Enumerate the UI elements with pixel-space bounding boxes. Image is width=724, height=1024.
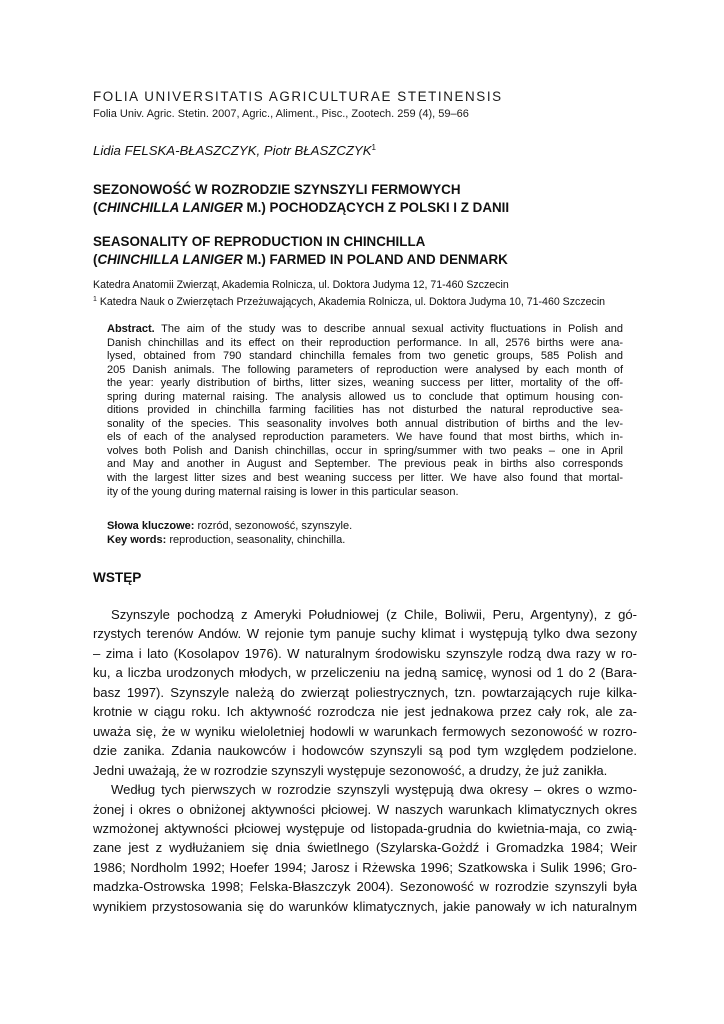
body-line: zane jest z wydłużaniem się dnia świetlnego (Szylarska-Gożdź i Gromadzka 1984; Weir <box>93 840 637 856</box>
abstract-line: sonality of the species. This seasonality involves both annual distribution of births and the lev- <box>107 417 623 430</box>
body-line: dzie zanika. Zdania naukowców i hodowców szynszyli są pod tym względem podzielone. <box>93 743 637 759</box>
keywords-polish-label: Słowa kluczowe: <box>107 520 195 532</box>
keywords-english-label: Key words: <box>107 533 167 546</box>
section-heading: WSTĘP <box>93 570 142 585</box>
author-affiliation-marker: 1 <box>371 143 376 152</box>
keywords <box>107 520 623 547</box>
body-line: rzystych terenów Andów. W rejonie tym panuje suchy klimat i występują tylko dwa sezony <box>93 626 637 642</box>
title-english-line-1: SEASONALITY OF REPRODUCTION IN CHINCHILLA <box>93 234 426 249</box>
body-line: madzka-Ostrowska 1998; Felska-Błaszczyk 2004). Sezonowość w rozrodzie szynszyli była <box>93 879 637 895</box>
abstract-line: the year: yearly distribution of births, litter sizes, weaning success per litter, mortality of the off- <box>107 377 623 390</box>
abstract-label: Abstract. <box>107 323 155 335</box>
journal-title: FOLIA UNIVERSITATIS AGRICULTURAE STETINENSIS <box>93 89 503 104</box>
abstract-line: spring during maternal raising. The analysis allowed us to conclude that optimum housing con- <box>107 390 623 403</box>
body-line: Według tych pierwszych w rozrodzie szynszyli występują dwa okresy – okres o wzmo- <box>111 782 637 798</box>
body-line: żonej i okres o obniżonej aktywności płciowej. W naszych warunkach klimatycznych okres <box>93 801 637 817</box>
title-polish-rest: M.) POCHODZĄCYCH Z POLSKI I Z DANII <box>242 200 510 215</box>
affiliation-2-marker: 1 <box>93 295 97 303</box>
body-line: – zima i lato (Kosolapov 1976). W naturalnym środowisku szynszyle rodzą dwa razy w ro- <box>93 645 637 661</box>
body-line: Szynszyle pochodzą z Ameryki Południowej (z Chile, Boliwii, Peru, Argentyny), z gó- <box>111 607 637 622</box>
affiliation-2-text: Katedra Nauk o Zwierzętach Przeżuwających, Akademia Rolnicza, ul. Doktora Judyma 10, 71-460 Szczecin <box>96 295 606 308</box>
abstract-line: els of each of the analysed reproduction parameters. We have found that most births, which in- <box>107 431 623 444</box>
affiliation-2 <box>93 293 653 310</box>
title-polish-species: CHINCHILLA LANIGER <box>97 200 243 215</box>
body-line: Jedni uważają, że w rozrodzie szynszyli występuje sezonowość, a drudzy, że już zanikła. <box>93 762 608 778</box>
title-english-paren: ( <box>93 252 98 267</box>
abstract-line: lysed, obtained from 790 standard chinchilla females from two genetic groups, 585 Polish and <box>107 350 623 363</box>
body-line: 1986; Nordholm 1992; Hoefer 1994; Jarosz i Rżewska 1996; Szatkowska i Sulik 1996; Gro- <box>93 859 637 875</box>
affiliation-1: Katedra Anatomii Zwierząt, Akademia Rolnicza, ul. Doktora Judyma 12, 71-460 Szczecin <box>93 279 509 291</box>
title-polish-paren: ( <box>93 200 98 215</box>
abstract-line <box>107 323 623 337</box>
title-english-line-2 <box>93 251 653 269</box>
body-line: ku, a liczba urodzonych młodych, w przeliczeniu na jedną samicę, wynosi od 1 do 2 (Bara- <box>93 665 637 681</box>
body-line: uważa się, że w wyniku wieloletniej hodowli w warunkach fermowych sezonowość w rozro- <box>93 723 637 739</box>
abstract-line: ditions provided in chinchilla farming facilities has not disturbed the natural reproductive sea- <box>107 404 623 417</box>
body-line: wynikiem przystosowania się do warunków klimatycznych, jakie panowały w ich naturalnym <box>93 898 637 914</box>
title-english-rest: M.) FARMED IN POLAND AND DENMARK <box>242 252 508 267</box>
title-english <box>93 233 653 269</box>
author-names: Lidia FELSKA-BŁASZCZYK, Piotr BŁASZCZYK <box>93 143 372 158</box>
body-text <box>93 605 637 916</box>
keywords-polish <box>107 520 623 534</box>
body-line: wzmożonej aktywności płciowej występuje od listopada-grudnia do kwietnia-maja, co zwią- <box>93 820 637 836</box>
abstract-line: 205 Danish animals. The following parameters of reproduction were analysed by each month of <box>107 363 623 376</box>
abstract-line: volves both Polish and Danish chinchillas, occur in spring/summer with two peaks – one in April <box>107 444 623 457</box>
body-line: basz 1997). Szynszyle należą do zwierząt poliestrycznych, tzn. powtarzających ruje kilka- <box>93 684 637 700</box>
abstract-line: with the largest litter sizes and best weaning success per litter. We have also found that mortal- <box>107 472 623 485</box>
affiliations <box>93 279 653 309</box>
keywords-english <box>107 534 623 548</box>
journal-reference: Folia Univ. Agric. Stetin. 2007, Agric., Aliment., Pisc., Zootech. 259 (4), 59–66 <box>93 108 469 120</box>
keywords-english-value: reproduction, seasonality, chinchilla. <box>166 533 346 546</box>
abstract <box>107 323 623 499</box>
title-polish <box>93 181 653 217</box>
body-line: krotnie w ciągu roku. Ich aktywność rozrodcza nie jest jednakowa przez cały rok, ale za- <box>93 704 637 720</box>
title-polish-line-1: SEZONOWOŚĆ W ROZRODZIE SZYNSZYLI FERMOWYCH <box>93 182 461 197</box>
keywords-polish-value: rozród, sezonowość, szynszyle. <box>194 520 353 532</box>
abstract-line: Danish chinchillas and its effect on their reproduction performance. In all, 2576 births were ana- <box>107 336 623 349</box>
title-polish-line-2 <box>93 199 653 217</box>
authors <box>93 143 633 158</box>
abstract-line: and May and another in August and September. The previous peak in births also corresponds <box>107 458 623 471</box>
abstract-line: ity of the young during maternal raising is lower in this particular season. <box>107 485 459 498</box>
title-english-species: CHINCHILLA LANIGER <box>97 252 243 267</box>
abstract-line-text: The aim of the study was to describe annual sexual activity fluctuations in Polish and <box>154 323 623 335</box>
